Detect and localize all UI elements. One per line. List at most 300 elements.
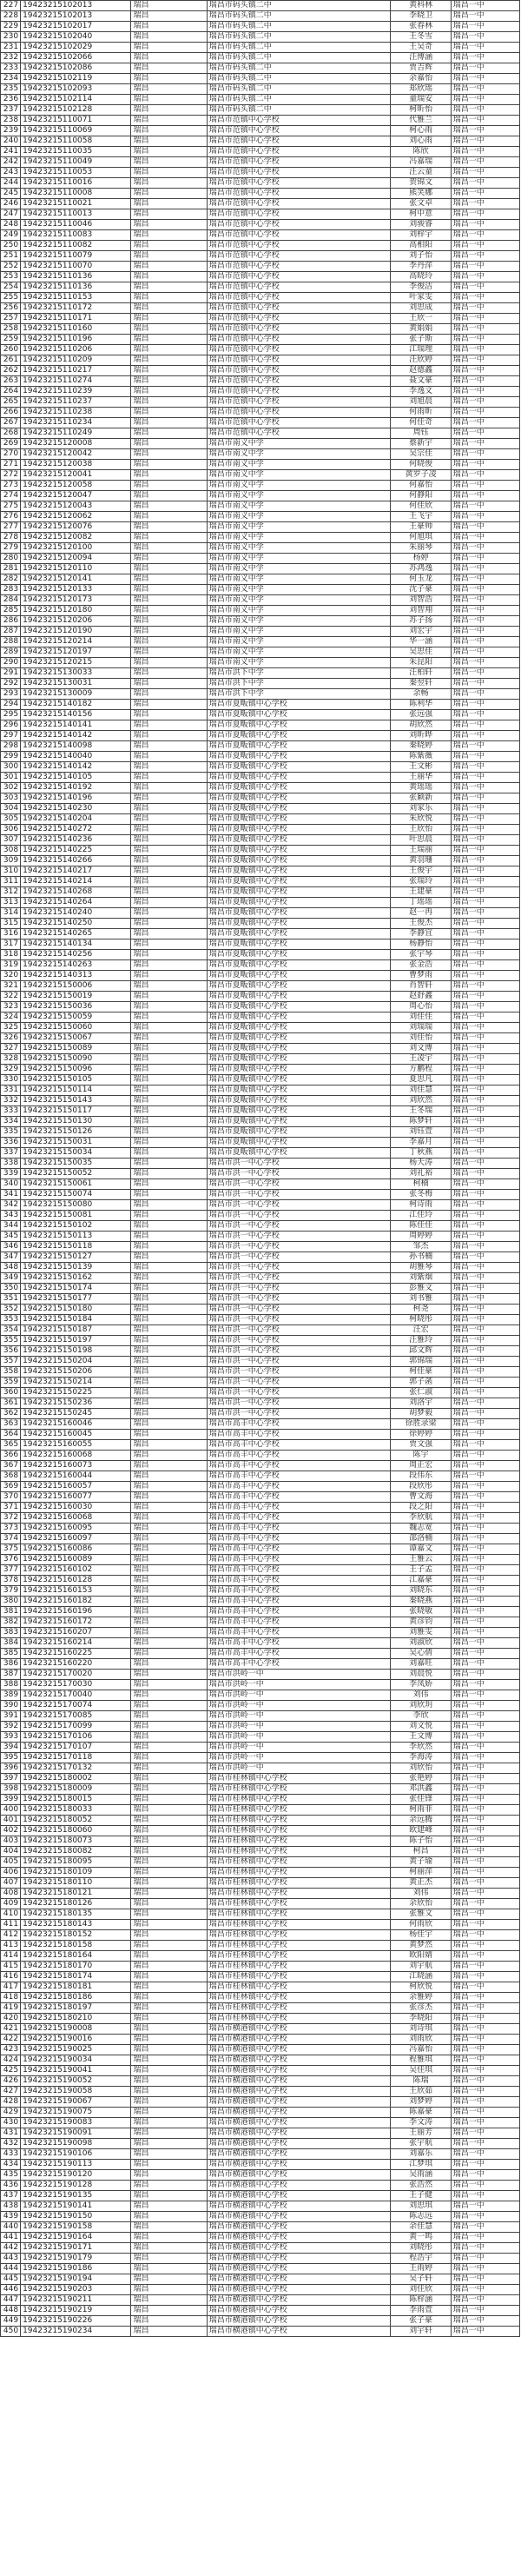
exam-id-cell: 19423215110069 — [21, 126, 131, 136]
row-index-cell: 395 — [1, 1753, 21, 1763]
exam-id-cell: 19423215110013 — [21, 209, 131, 220]
student-name-cell: 柯楠 — [391, 1179, 451, 1190]
row-index-cell: 318 — [1, 950, 21, 960]
school-cell: 瑞昌市洪一中心学校 — [207, 1294, 391, 1305]
county-cell: 瑞昌 — [131, 2316, 207, 2327]
school-cell: 瑞昌市高丰中心学校 — [207, 1659, 391, 1670]
table-row — [1, 439, 520, 449]
school-cell: 瑞昌市洪一中心学校 — [207, 1388, 391, 1398]
school-cell: 瑞昌市横港镇中心学校 — [207, 2264, 391, 2274]
exam-id-cell: 19423215150139 — [21, 1263, 131, 1273]
table-row — [1, 2160, 520, 2170]
county-cell: 瑞昌 — [131, 554, 207, 564]
row-index-cell: 278 — [1, 533, 21, 543]
student-name-cell: 王冬雪 — [391, 32, 451, 43]
student-name-cell: 秦晓婷 — [391, 741, 451, 752]
row-index-cell: 259 — [1, 335, 21, 345]
admitted-school-cell: 瑞昌一中 — [451, 1, 519, 11]
table-row — [1, 585, 520, 595]
exam-id-cell: 19423215190219 — [21, 2306, 131, 2316]
student-name-cell: 汪柏轩 — [391, 668, 451, 679]
county-cell: 瑞昌 — [131, 1607, 207, 1617]
exam-id-cell: 19423215120215 — [21, 658, 131, 668]
table-row — [1, 1909, 520, 1920]
table-row — [1, 1263, 520, 1273]
school-cell: 瑞昌市夏畈镇中心学校 — [207, 762, 391, 773]
school-cell: 瑞昌市横港镇中心学校 — [207, 2066, 391, 2076]
school-cell: 瑞昌市高丰中心学校 — [207, 1451, 391, 1461]
student-name-cell: 李欣航 — [391, 1513, 451, 1524]
admitted-school-cell: 瑞昌一中 — [451, 2076, 519, 2087]
exam-id-cell: 19423215150225 — [21, 1388, 131, 1398]
table-row — [1, 679, 520, 689]
row-index-cell: 396 — [1, 1763, 21, 1774]
admitted-school-cell: 瑞昌一中 — [451, 282, 519, 293]
school-cell: 瑞昌市洪岭一中 — [207, 1690, 391, 1701]
table-row — [1, 84, 520, 95]
table-row — [1, 939, 520, 950]
table-row — [1, 1138, 520, 1148]
row-index-cell: 389 — [1, 1690, 21, 1701]
student-name-cell: 段之阳 — [391, 1503, 451, 1513]
student-name-cell: 刘梓宇 — [391, 230, 451, 241]
table-row — [1, 1367, 520, 1378]
student-name-cell: 胡梦毅 — [391, 1409, 451, 1419]
student-name-cell: 李雨萱 — [391, 2306, 451, 2316]
admitted-school-cell: 瑞昌一中 — [451, 2003, 519, 2014]
exam-id-cell: 19423215140040 — [21, 752, 131, 762]
exam-id-cell: 19423215150034 — [21, 1148, 131, 1159]
student-name-cell: 陈佳佳 — [391, 1221, 451, 1232]
admitted-school-cell: 瑞昌一中 — [451, 491, 519, 501]
table-row — [1, 720, 520, 731]
student-name-cell: 刘嘉乐 — [391, 2149, 451, 2160]
county-cell: 瑞昌 — [131, 762, 207, 773]
student-name-cell: 陈梓涵 — [391, 2295, 451, 2306]
admitted-school-cell: 瑞昌一中 — [451, 22, 519, 32]
school-cell: 瑞昌市高丰中心学校 — [207, 1430, 391, 1440]
admitted-school-cell: 瑞昌一中 — [451, 470, 519, 481]
table-row — [1, 773, 520, 783]
admitted-school-cell: 瑞昌一中 — [451, 1680, 519, 1690]
student-name-cell: 刘礼裕 — [391, 1169, 451, 1179]
table-row — [1, 950, 520, 960]
exam-id-cell: 19423215140142 — [21, 731, 131, 741]
student-name-cell: 陈志远 — [391, 2212, 451, 2222]
exam-id-cell: 19423215150197 — [21, 1336, 131, 1346]
student-name-cell: 陈利华 — [391, 700, 451, 710]
admitted-school-cell: 瑞昌一中 — [451, 804, 519, 814]
row-index-cell: 238 — [1, 116, 21, 126]
school-cell: 瑞昌市码头镇二中 — [207, 22, 391, 32]
school-cell: 瑞昌市桂林镇中心学校 — [207, 2003, 391, 2014]
student-name-cell: 黄子瑜 — [391, 1857, 451, 1868]
admitted-school-cell: 瑞昌一中 — [451, 53, 519, 63]
table-row — [1, 1795, 520, 1805]
student-name-cell: 刘宇轩 — [391, 2327, 451, 2337]
table-row — [1, 282, 520, 293]
row-index-cell: 260 — [1, 345, 21, 355]
county-cell: 瑞昌 — [131, 293, 207, 303]
student-name-cell: 李俊洁 — [391, 282, 451, 293]
row-index-cell: 404 — [1, 1847, 21, 1857]
county-cell: 瑞昌 — [131, 105, 207, 116]
table-row — [1, 846, 520, 856]
school-cell: 瑞昌市高丰中心学校 — [207, 1576, 391, 1586]
county-cell: 瑞昌 — [131, 1868, 207, 1878]
county-cell: 瑞昌 — [131, 1471, 207, 1482]
row-index-cell: 390 — [1, 1701, 21, 1711]
table-row — [1, 1325, 520, 1336]
student-name-cell: 刘嘉旺 — [391, 1659, 451, 1670]
school-cell: 瑞昌市洪一中心学校 — [207, 1159, 391, 1169]
exam-id-cell: 19423215150081 — [21, 1211, 131, 1221]
county-cell: 瑞昌 — [131, 1628, 207, 1638]
school-cell: 瑞昌市桂林镇中心学校 — [207, 1982, 391, 1993]
admitted-school-cell: 瑞昌一中 — [451, 1430, 519, 1440]
county-cell: 瑞昌 — [131, 731, 207, 741]
school-cell: 瑞昌市范镇中心学校 — [207, 199, 391, 209]
admitted-school-cell: 瑞昌一中 — [451, 783, 519, 793]
county-cell: 瑞昌 — [131, 157, 207, 168]
school-cell: 瑞昌市洪一中心学校 — [207, 1200, 391, 1211]
student-name-cell: 何旭琪 — [391, 533, 451, 543]
exam-id-cell: 19423215180174 — [21, 1972, 131, 1982]
county-cell: 瑞昌 — [131, 1805, 207, 1816]
row-index-cell: 434 — [1, 2160, 21, 2170]
row-index-cell: 349 — [1, 1273, 21, 1284]
admitted-school-cell: 瑞昌一中 — [451, 2254, 519, 2264]
row-index-cell: 335 — [1, 1127, 21, 1138]
table-row — [1, 627, 520, 637]
student-name-cell: 张彦杰 — [391, 2003, 451, 2014]
admitted-school-cell: 瑞昌一中 — [451, 460, 519, 470]
student-name-cell: 张艳婷 — [391, 1774, 451, 1784]
table-row — [1, 470, 520, 481]
row-index-cell: 281 — [1, 564, 21, 574]
exam-id-cell: 19423215190226 — [21, 2316, 131, 2327]
admitted-school-cell: 瑞昌一中 — [451, 2201, 519, 2212]
exam-id-cell: 19423215180095 — [21, 1857, 131, 1868]
table-row — [1, 877, 520, 887]
county-cell: 瑞昌 — [131, 1325, 207, 1336]
exam-id-cell: 19423215150059 — [21, 1012, 131, 1023]
table-row — [1, 1106, 520, 1117]
student-name-cell: 王飞宇 — [391, 512, 451, 522]
school-cell: 瑞昌市码头镇二中 — [207, 105, 391, 116]
student-name-cell: 赵舒鑫 — [391, 992, 451, 1002]
table-row — [1, 2108, 520, 2118]
student-name-cell: 李凤娇 — [391, 1680, 451, 1690]
county-cell: 瑞昌 — [131, 1586, 207, 1597]
exam-id-cell: 19423215180126 — [21, 1899, 131, 1909]
county-cell: 瑞昌 — [131, 428, 207, 439]
admitted-school-cell: 瑞昌一中 — [451, 1440, 519, 1451]
admitted-school-cell: 瑞昌一中 — [451, 1763, 519, 1774]
admitted-school-cell: 瑞昌一中 — [451, 814, 519, 825]
student-name-cell: 汪博涵 — [391, 53, 451, 63]
table-row — [1, 1159, 520, 1169]
admitted-school-cell: 瑞昌一中 — [451, 689, 519, 700]
row-index-cell: 230 — [1, 32, 21, 43]
row-index-cell: 277 — [1, 522, 21, 533]
table-row — [1, 804, 520, 814]
school-cell: 瑞昌市夏畈镇中心学校 — [207, 1044, 391, 1054]
admitted-school-cell: 瑞昌一中 — [451, 1909, 519, 1920]
table-row — [1, 533, 520, 543]
table-row — [1, 366, 520, 376]
school-cell: 瑞昌市洪岭一中 — [207, 1680, 391, 1690]
student-name-cell: 丁瑶瑶 — [391, 898, 451, 908]
exam-id-cell: 19423215140204 — [21, 814, 131, 825]
row-index-cell: 346 — [1, 1242, 21, 1252]
row-index-cell: 399 — [1, 1795, 21, 1805]
exam-id-cell: 19423215190058 — [21, 2087, 131, 2097]
row-index-cell: 254 — [1, 282, 21, 293]
admitted-school-cell: 瑞昌一中 — [451, 2035, 519, 2045]
table-row — [1, 929, 520, 939]
admitted-school-cell: 瑞昌一中 — [451, 1941, 519, 1951]
admitted-school-cell: 瑞昌一中 — [451, 595, 519, 606]
county-cell: 瑞昌 — [131, 126, 207, 136]
admitted-school-cell: 瑞昌一中 — [451, 1836, 519, 1847]
county-cell: 瑞昌 — [131, 1388, 207, 1398]
admitted-school-cell: 瑞昌一中 — [451, 1367, 519, 1378]
row-index-cell: 303 — [1, 793, 21, 804]
admitted-school-cell: 瑞昌一中 — [451, 428, 519, 439]
exam-id-cell: 19423215102029 — [21, 43, 131, 53]
row-index-cell: 352 — [1, 1305, 21, 1315]
admitted-school-cell: 瑞昌一中 — [451, 1722, 519, 1732]
exam-id-cell: 19423215180033 — [21, 1805, 131, 1816]
school-cell: 瑞昌市洪一中心学校 — [207, 1273, 391, 1284]
row-index-cell: 333 — [1, 1106, 21, 1117]
school-cell: 瑞昌市南义中学 — [207, 522, 391, 533]
student-name-cell: 陈欣 — [391, 147, 451, 157]
admitted-school-cell: 瑞昌一中 — [451, 2327, 519, 2337]
student-name-cell: 赵德鑫 — [391, 366, 451, 376]
exam-id-cell: 19423215102128 — [21, 105, 131, 116]
exam-id-cell: 19423215150117 — [21, 1106, 131, 1117]
exam-id-cell: 19423215120110 — [21, 564, 131, 574]
school-cell: 瑞昌市桂林镇中心学校 — [207, 1909, 391, 1920]
row-index-cell: 370 — [1, 1492, 21, 1503]
student-name-cell: 夏思凡 — [391, 1075, 451, 1086]
exam-id-cell: 19423215140182 — [21, 700, 131, 710]
county-cell: 瑞昌 — [131, 1617, 207, 1628]
table-row — [1, 501, 520, 512]
student-name-cell: 李晓阳 — [391, 2014, 451, 2024]
student-name-cell: 刘欣玥 — [391, 1701, 451, 1711]
county-cell: 瑞昌 — [131, 1284, 207, 1294]
school-cell: 瑞昌市高丰中心学校 — [207, 1617, 391, 1628]
row-index-cell: 427 — [1, 2087, 21, 2097]
exam-id-cell: 19423215150180 — [21, 1305, 131, 1315]
exam-id-cell: 19423215110153 — [21, 293, 131, 303]
student-name-cell: 刘瑞瑞 — [391, 1023, 451, 1033]
row-index-cell: 343 — [1, 1211, 21, 1221]
student-name-cell: 汪欣婷 — [391, 355, 451, 366]
student-name-cell: 王雨婷 — [391, 2264, 451, 2274]
row-index-cell: 347 — [1, 1252, 21, 1263]
row-index-cell: 365 — [1, 1440, 21, 1451]
county-cell: 瑞昌 — [131, 2014, 207, 2024]
row-index-cell: 286 — [1, 616, 21, 627]
admitted-school-cell: 瑞昌一中 — [451, 303, 519, 314]
exam-id-cell: 19423215190128 — [21, 2181, 131, 2191]
admitted-school-cell: 瑞昌一中 — [451, 1461, 519, 1471]
row-index-cell: 384 — [1, 1638, 21, 1649]
row-index-cell: 414 — [1, 1951, 21, 1962]
row-index-cell: 397 — [1, 1774, 21, 1784]
exam-id-cell: 19423215150067 — [21, 1033, 131, 1044]
county-cell: 瑞昌 — [131, 658, 207, 668]
row-index-cell: 383 — [1, 1628, 21, 1638]
county-cell: 瑞昌 — [131, 2295, 207, 2306]
county-cell: 瑞昌 — [131, 939, 207, 950]
exam-id-cell: 19423215120094 — [21, 554, 131, 564]
row-index-cell: 300 — [1, 762, 21, 773]
exam-id-cell: 19423215190091 — [21, 2128, 131, 2139]
school-cell: 瑞昌市码头镇二中 — [207, 95, 391, 105]
school-cell: 瑞昌市高丰中心学校 — [207, 1419, 391, 1430]
county-cell: 瑞昌 — [131, 1232, 207, 1242]
exam-id-cell: 19423215150113 — [21, 1232, 131, 1242]
row-index-cell: 341 — [1, 1190, 21, 1200]
row-index-cell: 266 — [1, 408, 21, 418]
admitted-school-cell: 瑞昌一中 — [451, 84, 519, 95]
county-cell: 瑞昌 — [131, 1816, 207, 1826]
table-row — [1, 43, 520, 53]
student-name-cell: 何佳奇 — [391, 418, 451, 428]
exam-id-cell: 19423215160077 — [21, 1492, 131, 1503]
student-name-cell: 刘智翔 — [391, 606, 451, 616]
county-cell: 瑞昌 — [131, 1753, 207, 1763]
student-name-cell: 杨佳宇 — [391, 1930, 451, 1941]
school-cell: 瑞昌市桂林镇中心学校 — [207, 1920, 391, 1930]
table-row — [1, 866, 520, 877]
table-row — [1, 2128, 520, 2139]
admitted-school-cell: 瑞昌一中 — [451, 1993, 519, 2003]
school-cell: 瑞昌市横港镇中心学校 — [207, 2118, 391, 2128]
table-row — [1, 2118, 520, 2128]
admitted-school-cell: 瑞昌一中 — [451, 501, 519, 512]
admitted-school-cell: 瑞昌一中 — [451, 1753, 519, 1763]
admitted-school-cell: 瑞昌一中 — [451, 564, 519, 574]
student-name-cell: 黄瑶瑶 — [391, 783, 451, 793]
exam-id-cell: 19423215150214 — [21, 1378, 131, 1388]
table-row — [1, 1607, 520, 1617]
admitted-school-cell: 瑞昌一中 — [451, 157, 519, 168]
county-cell: 瑞昌 — [131, 63, 207, 74]
admitted-school-cell: 瑞昌一中 — [451, 293, 519, 303]
table-row — [1, 564, 520, 574]
county-cell: 瑞昌 — [131, 1357, 207, 1367]
admitted-school-cell: 瑞昌一中 — [451, 731, 519, 741]
row-index-cell: 355 — [1, 1336, 21, 1346]
student-name-cell: 郭子菡 — [391, 1378, 451, 1388]
school-cell: 瑞昌市范镇中心学校 — [207, 345, 391, 355]
county-cell: 瑞昌 — [131, 1576, 207, 1586]
student-name-cell: 王子健 — [391, 2191, 451, 2201]
exam-id-cell: 19423215160214 — [21, 1638, 131, 1649]
admitted-school-cell: 瑞昌一中 — [451, 1659, 519, 1670]
row-index-cell: 227 — [1, 1, 21, 11]
school-cell: 瑞昌市南义中学 — [207, 616, 391, 627]
row-index-cell: 262 — [1, 366, 21, 376]
table-row — [1, 700, 520, 710]
table-row — [1, 2066, 520, 2076]
student-name-cell: 李丹萍 — [391, 262, 451, 272]
school-cell: 瑞昌市高丰中心学校 — [207, 1555, 391, 1565]
exam-id-cell: 19423215110046 — [21, 220, 131, 230]
admitted-school-cell: 瑞昌一中 — [451, 1378, 519, 1388]
exam-id-cell: 19423215150060 — [21, 1023, 131, 1033]
exam-id-cell: 19423215140141 — [21, 720, 131, 731]
table-row — [1, 1440, 520, 1451]
school-cell: 瑞昌市横港镇中心学校 — [207, 2149, 391, 2160]
admitted-school-cell: 瑞昌一中 — [451, 2066, 519, 2076]
student-name-cell: 张瑞玲 — [391, 877, 451, 887]
admitted-school-cell: 瑞昌一中 — [451, 1513, 519, 1524]
county-cell: 瑞昌 — [131, 773, 207, 783]
row-index-cell: 237 — [1, 105, 21, 116]
exam-id-cell: 19423215160089 — [21, 1555, 131, 1565]
row-index-cell: 321 — [1, 981, 21, 992]
table-row — [1, 230, 520, 241]
student-name-cell: 张颖新 — [391, 793, 451, 804]
student-name-cell: 黄罗子凌 — [391, 470, 451, 481]
admitted-school-cell: 瑞昌一中 — [451, 1346, 519, 1357]
table-row — [1, 814, 520, 825]
school-cell: 瑞昌市范镇中心学校 — [207, 408, 391, 418]
admitted-school-cell: 瑞昌一中 — [451, 1419, 519, 1430]
school-cell: 瑞昌市桂林镇中心学校 — [207, 1889, 391, 1899]
school-cell: 瑞昌市南义中学 — [207, 439, 391, 449]
school-cell: 瑞昌市夏畈镇中心学校 — [207, 814, 391, 825]
row-index-cell: 340 — [1, 1179, 21, 1190]
admitted-school-cell: 瑞昌一中 — [451, 1221, 519, 1232]
row-index-cell: 264 — [1, 387, 21, 397]
admitted-school-cell: 瑞昌一中 — [451, 449, 519, 460]
admitted-school-cell: 瑞昌一中 — [451, 1357, 519, 1367]
student-name-cell: 周心怡 — [391, 1002, 451, 1012]
student-name-cell: 王文博 — [391, 1732, 451, 1743]
row-index-cell: 244 — [1, 178, 21, 189]
row-index-cell: 439 — [1, 2212, 21, 2222]
student-name-cell: 孙书楠 — [391, 1252, 451, 1263]
exam-id-cell: 19423215150118 — [21, 1242, 131, 1252]
row-index-cell: 235 — [1, 84, 21, 95]
exam-id-cell: 19423215190106 — [21, 2149, 131, 2160]
row-index-cell: 265 — [1, 397, 21, 408]
admitted-school-cell: 瑞昌一中 — [451, 1190, 519, 1200]
admitted-school-cell: 瑞昌一中 — [451, 1169, 519, 1179]
student-name-cell: 贾文强 — [391, 1440, 451, 1451]
admitted-school-cell: 瑞昌一中 — [451, 1002, 519, 1012]
student-name-cell: 王欣怡 — [391, 825, 451, 835]
admitted-school-cell: 瑞昌一中 — [451, 877, 519, 887]
county-cell: 瑞昌 — [131, 251, 207, 262]
student-name-cell: 陈紫薇 — [391, 752, 451, 762]
student-name-cell: 李嘉月 — [391, 1138, 451, 1148]
table-row — [1, 116, 520, 126]
school-cell: 瑞昌市南义中学 — [207, 647, 391, 658]
school-cell: 瑞昌市横港镇中心学校 — [207, 2233, 391, 2243]
school-cell: 瑞昌市洪一中心学校 — [207, 1252, 391, 1263]
admitted-school-cell: 瑞昌一中 — [451, 971, 519, 981]
county-cell: 瑞昌 — [131, 627, 207, 637]
